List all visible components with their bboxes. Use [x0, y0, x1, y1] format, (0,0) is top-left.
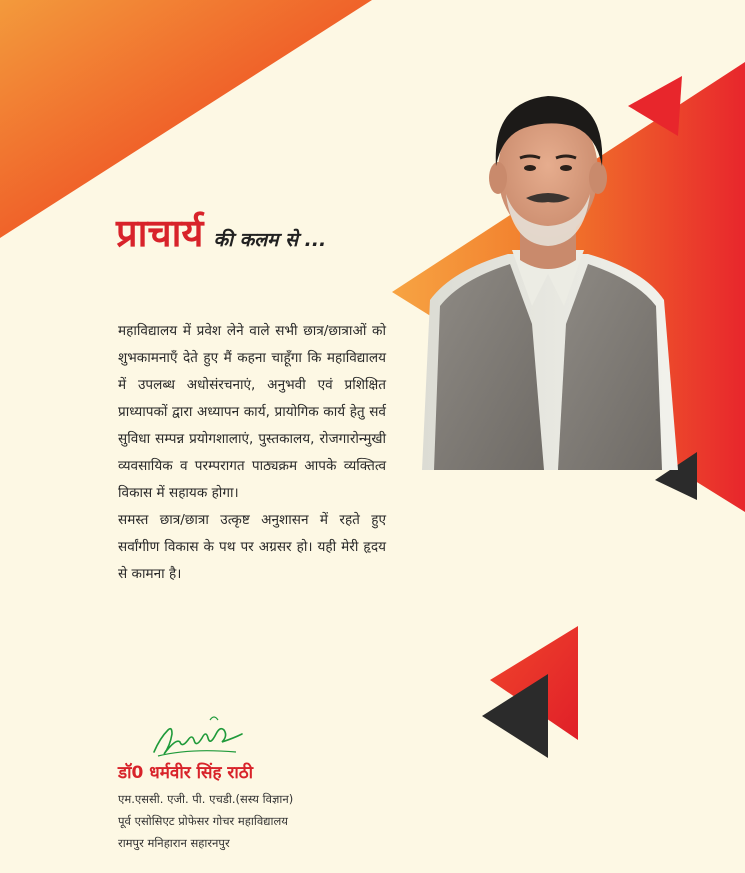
section-heading [116, 206, 326, 258]
message-paragraph-2: समस्त छात्र/छात्रा उत्कृष्ट अनुशासन में रहते हुए सर्वांगीण विकास के पथ पर अग्रसर हो। यही मेरी हृदय से कामना है। [118, 512, 386, 582]
message-paragraph-1: महाविद्यालय में प्रवेश लेने वाले सभी छात्र/छात्राओं को शुभकामनाएँ देते हुए मैं कहना चाहूँगा कि महाविद्यालय में उपलब्ध अधोसंरचनाएं, अनुभवी एवं प्रशिक्षित प्राध्यापकों द्वारा अध्यापन कार्य, प्रायोगिक कार्य हेतु सर्व सुविधा सम्पन्न प्रयोगशालाएं, पुस्तकालय, रोजगारोन्मुखी व्यवसायिक व परम्परागत पाठ्यक्रम आपके व्यक्तित्व विकास में सहायक होगा। [118, 323, 386, 501]
top-left-orange-shape [0, 0, 372, 238]
heading-title: प्राचार्य [116, 210, 204, 255]
signatory-address: रामपुर मनिहारान सहारनपुर [118, 836, 230, 850]
principal-photo [412, 74, 684, 470]
signatory-designation: पूर्व एसोसिएट प्रोफेसर गोचर महाविद्यालय [118, 814, 288, 828]
message-body [118, 318, 386, 588]
heading-subtitle: की कलम से ... [213, 229, 327, 251]
signatory-qualification: एम.एससी. एजी. पी. एचडी.(सस्य विज्ञान) [118, 792, 294, 806]
signatory-name: डॉ0 धर्मवीर सिंह राठी [118, 763, 254, 783]
signature-icon [150, 708, 250, 760]
